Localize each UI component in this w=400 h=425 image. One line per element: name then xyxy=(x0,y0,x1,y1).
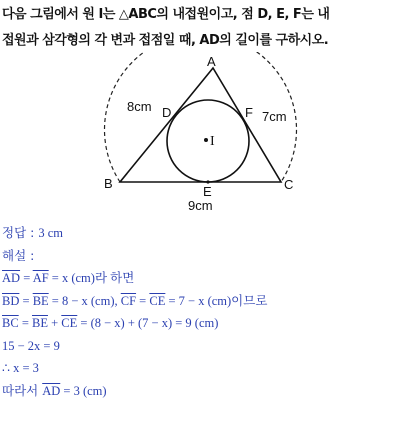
segment-be: $\overline{BE}$ xyxy=(32,293,49,308)
solution-line-5: ∴ x = 3 xyxy=(2,361,39,375)
solution-line-4: 15 − 2x = 9 xyxy=(2,338,60,353)
solution-block xyxy=(2,222,398,402)
point-e-label: E xyxy=(203,184,212,199)
triangle-incircle-figure xyxy=(0,52,400,222)
solution-line-6 xyxy=(2,380,398,403)
problem-line-2: 접원과 삼각형의 각 변과 접점일 때, AD의 길이를 구하시오. xyxy=(2,33,329,48)
conclusion-prefix: 따라서 xyxy=(2,382,43,398)
solution-line-2-rest: = 7 − x (cm)이므로 xyxy=(165,293,268,308)
segment-ad: $\overline{AD}$ xyxy=(2,271,21,285)
problem-statement xyxy=(2,2,398,54)
center-i-label: I xyxy=(210,134,215,149)
segment-ad-final: $\overline{AD}$ xyxy=(42,383,61,398)
segment-ce: $\overline{CE}$ xyxy=(61,316,78,330)
answer-value: 3 cm xyxy=(38,226,63,240)
segment-be: $\overline{BE}$ xyxy=(32,316,48,330)
point-f-label: F xyxy=(245,105,253,120)
equals-sign: = xyxy=(136,293,150,308)
solution-line-2 xyxy=(2,290,398,313)
segment-ce: $\overline{CE}$ xyxy=(149,293,166,308)
explanation-label: 해설 : xyxy=(2,247,35,263)
length-bc-label: 9cm xyxy=(188,198,213,213)
solution-line-3 xyxy=(2,312,398,335)
solution-line-1 xyxy=(2,267,398,290)
vertex-c-label: C xyxy=(284,177,294,192)
answer-row xyxy=(2,222,398,245)
vertex-a-label: A xyxy=(207,54,216,69)
solution-line-3-rest: = (8 − x) + (7 − x) = 9 (cm) xyxy=(77,316,219,330)
segment-af: $\overline{AF}$ xyxy=(32,271,49,285)
solution-line-1-rest: = x (cm)라 하면 xyxy=(48,271,135,285)
center-point xyxy=(204,138,208,142)
segment-bd: $\overline{BD}$ xyxy=(2,293,20,308)
conclusion-value: = 3 (cm) xyxy=(60,383,107,398)
length-ab-label: 8cm xyxy=(127,99,152,114)
length-ac-label: 7cm xyxy=(262,109,287,124)
equals-sign: = xyxy=(18,316,32,330)
plus-sign: + xyxy=(47,316,62,330)
triangle-abc xyxy=(120,68,281,182)
answer-label: 정답 : xyxy=(2,225,35,240)
point-d-label: D xyxy=(162,105,172,120)
vertex-b-label: B xyxy=(104,176,113,191)
segment-cf: $\overline{CF}$ xyxy=(120,293,137,308)
segment-bc: $\overline{BC}$ xyxy=(2,316,19,330)
solution-line-2-mid: = 8 − x (cm), xyxy=(48,293,121,308)
problem-line-1: 다음 그림에서 원 I는 △ABC의 내접원이고, 점 D, E, F는 내 xyxy=(2,7,330,22)
equals-sign: = xyxy=(20,271,33,285)
equals-sign: = xyxy=(19,293,33,308)
incircle xyxy=(167,100,249,182)
